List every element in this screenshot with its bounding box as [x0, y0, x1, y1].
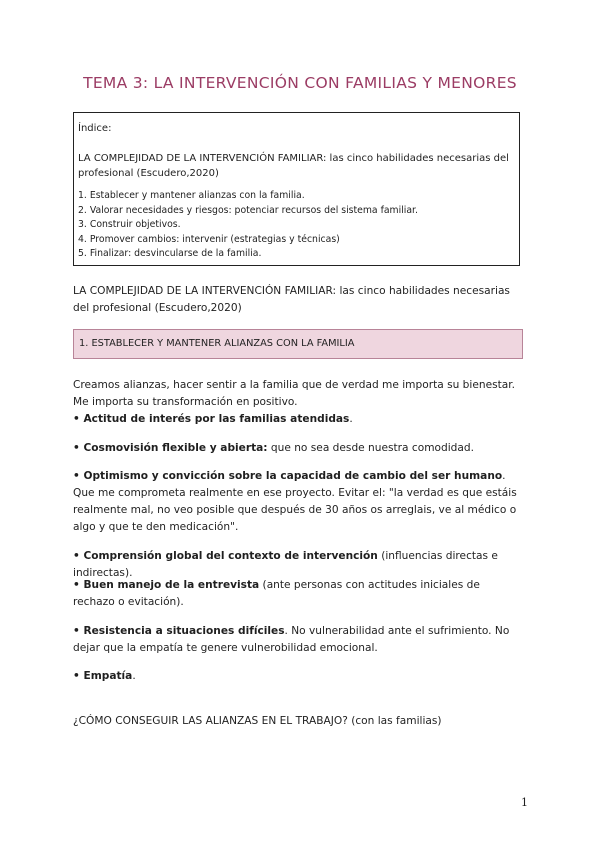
index-box	[73, 112, 520, 266]
bullet-text: . Que me comprometa realmente en ese proyecto. Evitar el: "la verdad es que estáis realmente mal, no veo posible que después de 30 años os arreglais, ve al médico o algo y que te den medicación".	[73, 470, 517, 533]
section-intro: Creamos alianzas, hacer sentir a la familia que de verdad me importa su bienestar. Me importa su transformación en positivo.	[73, 379, 516, 408]
bullet-item	[73, 411, 523, 428]
bullet-item	[73, 440, 523, 457]
bullet-text: (ante personas con actitudes iniciales de rechazo o evitación).	[73, 579, 480, 608]
bullet-bold: • Comprensión global del contexto de intervención	[73, 550, 378, 562]
bullet-item	[73, 468, 523, 536]
intro-paragraph: LA COMPLEJIDAD DE LA INTERVENCIÓN FAMILIAR: las cinco habilidades necesarias del profesional (Escudero,2020)	[73, 285, 510, 314]
index-item: 5. Finalizar: desvincularse de la familia.	[78, 248, 262, 259]
bullet-text: (influencias directas e indirectas).	[73, 550, 498, 579]
bullet-item	[73, 577, 523, 611]
bullet-bold: • Empatía	[73, 670, 133, 682]
bullet-bold: • Resistencia a situaciones difíciles	[73, 625, 285, 637]
index-item: 1. Establecer y mantener alianzas con la familia.	[78, 190, 305, 201]
bullet-text: que no sea desde nuestra comodidad.	[267, 442, 474, 454]
bullet-text: . No vulnerabilidad ante el sufrimiento. No dejar que la empatía te genere vulnerobilidad emocional.	[73, 625, 510, 654]
index-item: 4. Promover cambios: intervenir (estrategias y técnicas)	[78, 233, 340, 245]
question-heading: ¿CÓMO CONSEGUIR LAS ALIANZAS EN EL TRABAJO? (con las familias)	[73, 715, 442, 727]
page-number: 1	[521, 796, 528, 809]
bullet-bold: • Optimismo y convicción sobre la capacidad de cambio del ser humano	[73, 470, 503, 482]
bullet-bold: • Buen manejo de la entrevista	[73, 579, 260, 591]
index-label: Índice:	[78, 123, 112, 134]
index-intro: LA COMPLEJIDAD DE LA INTERVENCIÓN FAMILIAR: las cinco habilidades necesarias del profesional (Escudero,2020)	[78, 153, 509, 179]
bullet-item	[73, 623, 523, 657]
index-item: 3. Construir objetivos.	[78, 219, 181, 230]
page-title: TEMA 3: LA INTERVENCIÓN CON FAMILIAS Y MENORES	[83, 74, 517, 92]
index-list	[78, 189, 514, 262]
bullet-text: .	[349, 413, 353, 425]
bullet-text: .	[132, 670, 136, 682]
index-item: 2. Valorar necesidades y riesgos: potenciar recursos del sistema familiar.	[78, 204, 418, 216]
bullet-bold: • Actitud de interés por las familias atendidas	[73, 413, 350, 425]
section-heading: 1. ESTABLECER Y MANTENER ALIANZAS CON LA FAMILIA	[73, 329, 523, 359]
bullet-bold: • Cosmovisión flexible y abierta:	[73, 442, 268, 454]
bullet-item	[73, 668, 523, 685]
